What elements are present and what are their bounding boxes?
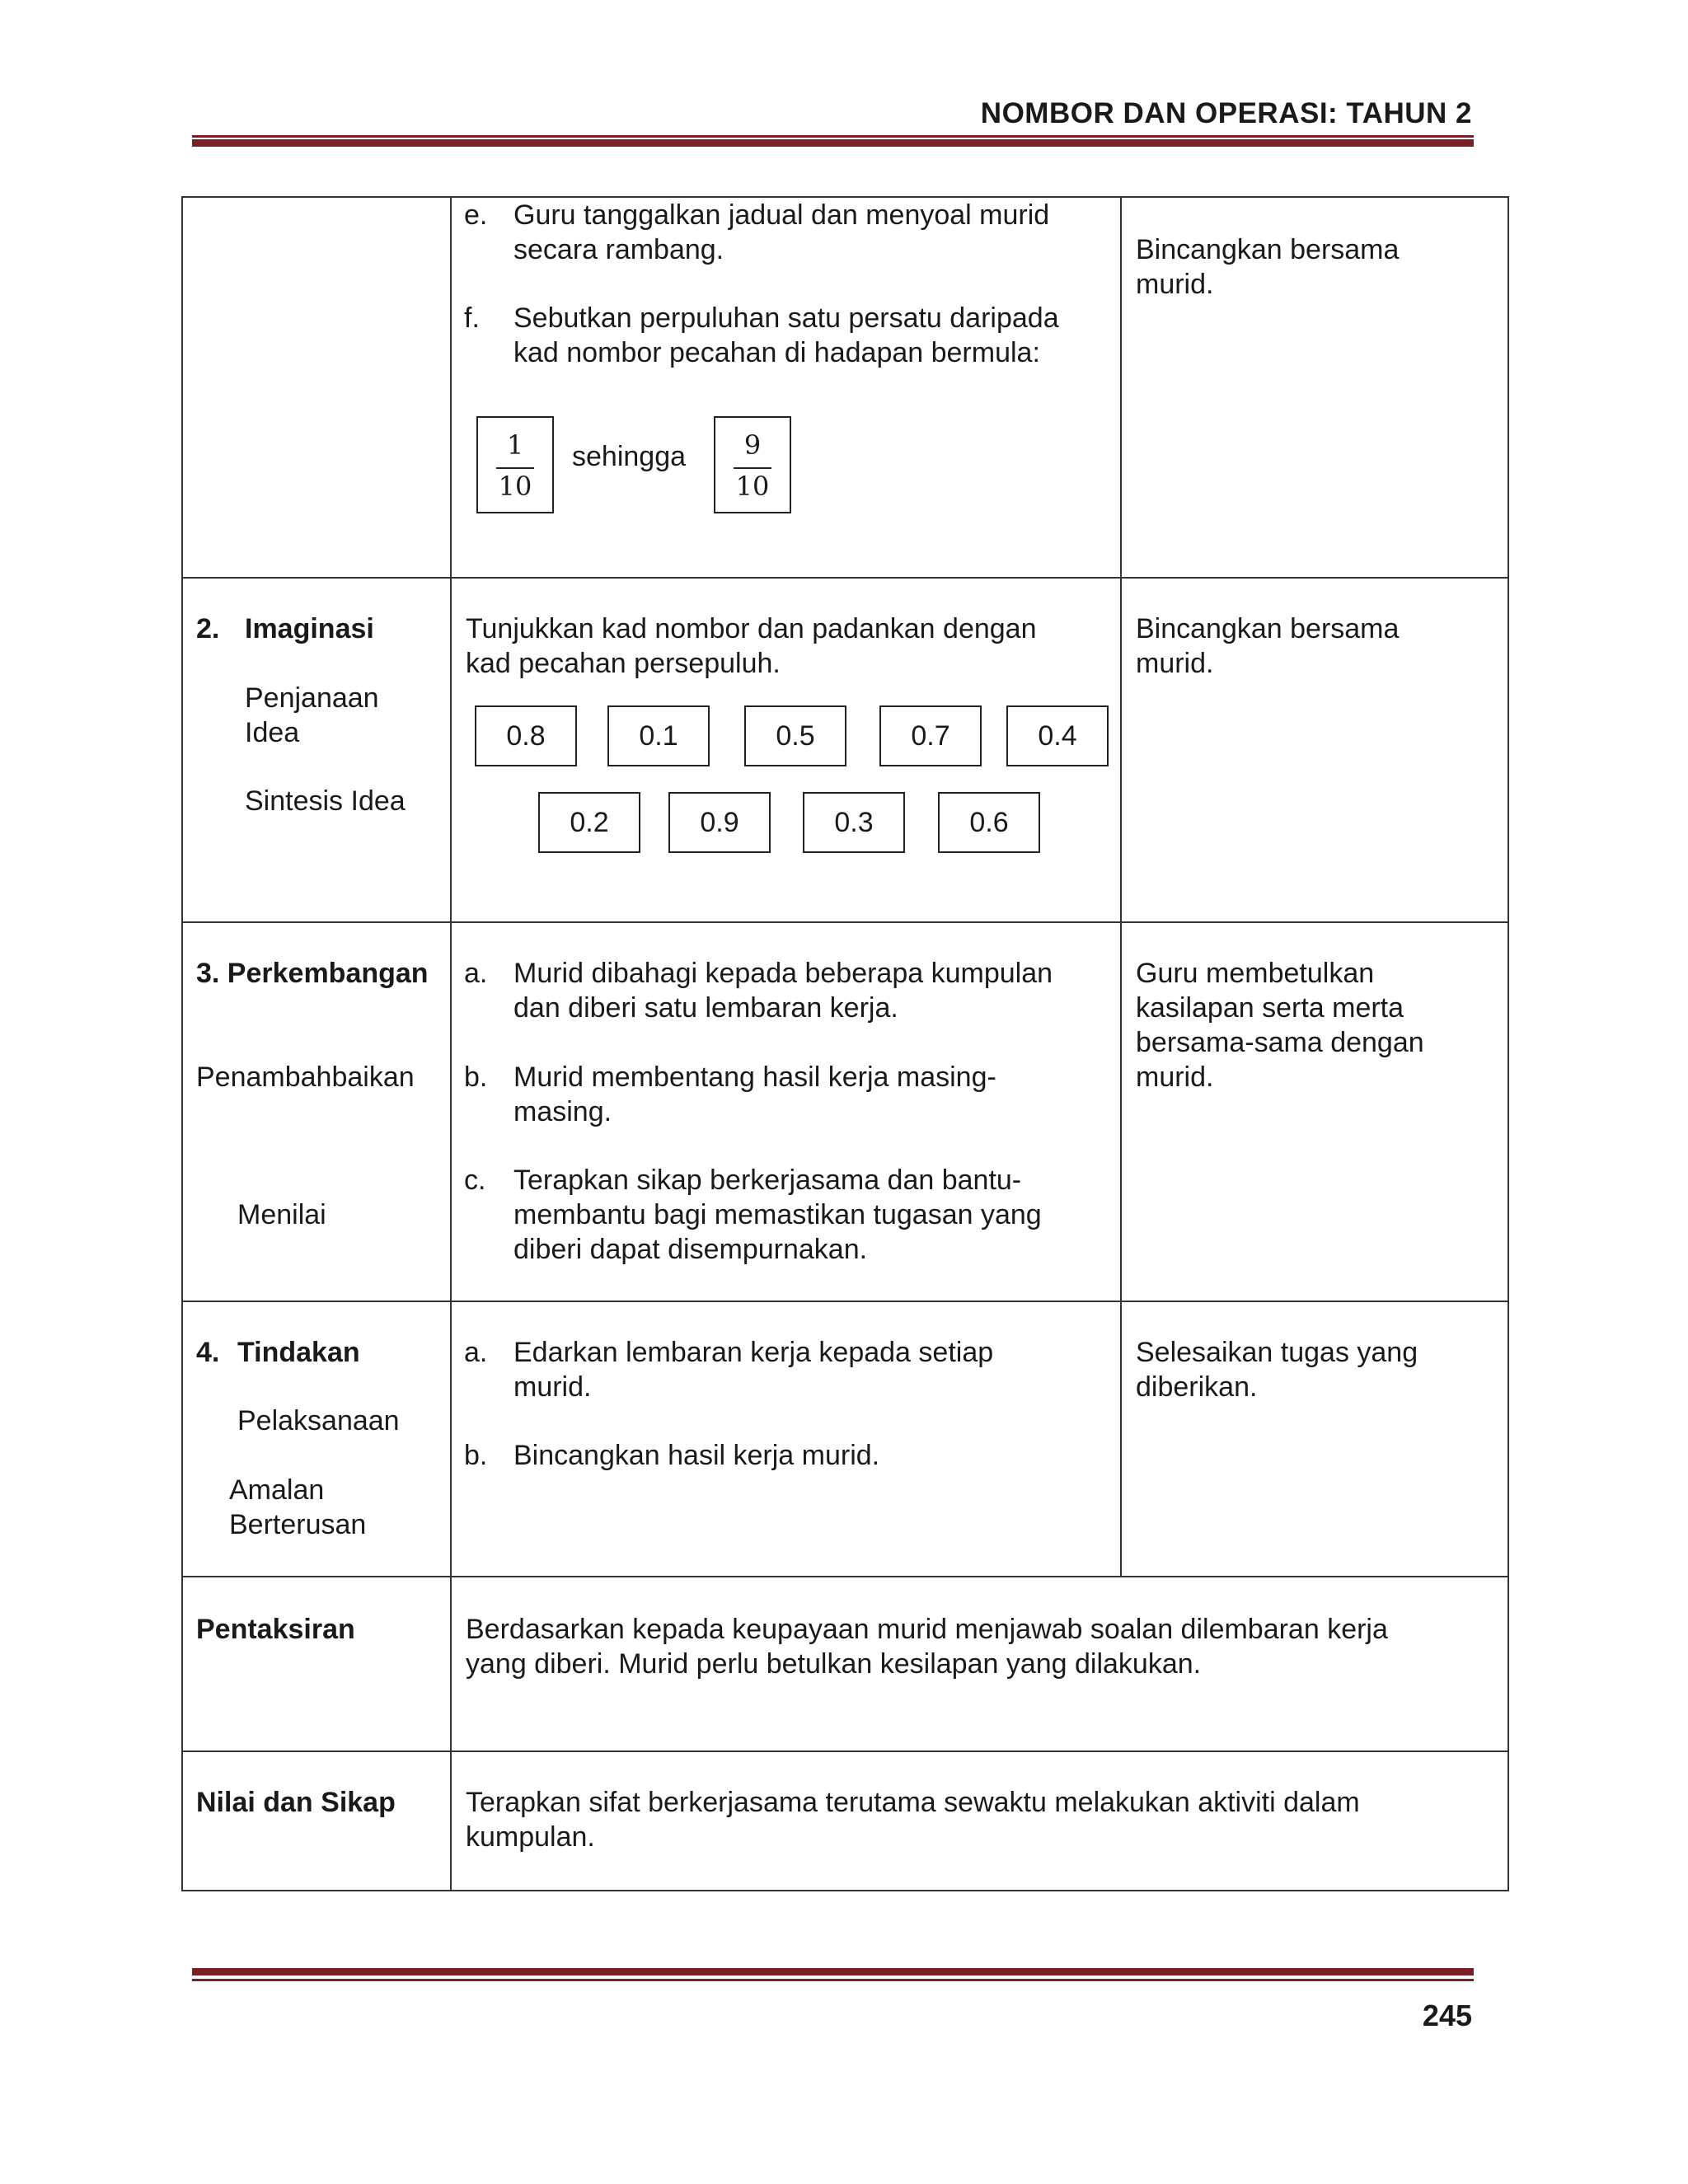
list-marker: b. [464, 1062, 488, 1093]
note-text: murid. [1136, 1062, 1214, 1093]
activity-text: membantu bagi memastikan tugasan yang [513, 1199, 1042, 1230]
page-header-title: NOMBOR DAN OPERASI: TAHUN 2 [980, 97, 1472, 129]
fraction-numerator: 1 [506, 429, 524, 461]
step-sub: Idea [245, 717, 300, 748]
list-marker: a. [464, 958, 488, 989]
step-sub: Penambahbaikan [196, 1062, 415, 1093]
note-text: murid. [1136, 648, 1214, 679]
step-sub: Amalan [229, 1474, 325, 1506]
activity-text: secara rambang. [513, 234, 724, 265]
note-text: Bincangkan bersama [1136, 613, 1400, 644]
step-sub: Berterusan [229, 1509, 367, 1540]
row-label: Pentaksiran [196, 1614, 355, 1645]
assessment-text: yang diberi. Murid perlu betulkan kesilapan yang dilakukan. [466, 1648, 1202, 1680]
step-sub: Sintesis Idea [245, 785, 406, 817]
footer-rule-thin [192, 1979, 1474, 1981]
table-border-right [1507, 196, 1509, 1891]
note-text: bersama-sama dengan [1136, 1027, 1424, 1058]
activity-text: Sebutkan perpuluhan satu persatu daripada [513, 302, 1059, 334]
step-number: 4. [196, 1337, 220, 1368]
activity-text: kad pecahan persepuluh. [466, 648, 781, 679]
step-sub: Menilai [237, 1199, 326, 1230]
activity-text: Edarkan lembaran kerja kepada setiap [513, 1337, 994, 1368]
decimal-card: 0.8 [475, 705, 577, 766]
fraction-numerator: 9 [743, 429, 762, 461]
table-border-left [181, 196, 183, 1891]
header-rule-thin [192, 135, 1474, 138]
list-marker: a. [464, 1337, 488, 1368]
activity-text: kad nombor pecahan di hadapan bermula: [513, 337, 1040, 368]
column-divider [450, 196, 452, 1891]
column-divider [1120, 196, 1122, 1577]
list-marker: c. [464, 1165, 486, 1196]
activity-text: diberi dapat disempurnakan. [513, 1234, 868, 1265]
activity-text: Guru tanggalkan jadual dan menyoal murid [513, 199, 1050, 231]
note-text: Selesaikan tugas yang [1136, 1337, 1418, 1368]
decimal-card: 0.3 [803, 792, 905, 853]
activity-text: Tunjukkan kad nombor dan padankan dengan [466, 613, 1037, 644]
activity-text: masing. [513, 1096, 612, 1127]
step-title: Tindakan [237, 1337, 360, 1368]
activity-text: murid. [513, 1371, 592, 1403]
activity-text: Terapkan sikap berkerjasama dan bantu- [513, 1165, 1022, 1196]
fraction-denominator: 10 [735, 471, 770, 502]
row-divider [181, 1576, 1509, 1577]
decimal-card: 0.2 [538, 792, 640, 853]
fraction-bar [496, 467, 534, 469]
row-divider [181, 577, 1509, 579]
fraction-card [714, 416, 791, 513]
fraction-denominator: 10 [498, 471, 532, 502]
note-text: kasilapan serta merta [1136, 992, 1404, 1024]
header-rule-thick [192, 139, 1474, 147]
activity-text: Murid dibahagi kepada beberapa kumpulan [513, 958, 1053, 989]
activity-text: Murid membentang hasil kerja masing- [513, 1062, 996, 1093]
sehingga-label: sehingga [572, 441, 687, 472]
step-number: 2. [196, 613, 220, 644]
row-divider [181, 1301, 1509, 1302]
note-text: diberikan. [1136, 1371, 1258, 1403]
note-text: murid. [1136, 269, 1214, 300]
values-text: Terapkan sifat berkerjasama terutama sewaktu melakukan aktiviti dalam [466, 1787, 1360, 1818]
decimal-card: 0.7 [879, 705, 982, 766]
decimal-card: 0.5 [744, 705, 846, 766]
list-marker: f. [464, 302, 480, 334]
row-divider [181, 921, 1509, 923]
note-text: Bincangkan bersama [1136, 234, 1400, 265]
row-label: Nilai dan Sikap [196, 1787, 396, 1818]
table-border-bottom [181, 1890, 1509, 1891]
row-divider [181, 1750, 1509, 1752]
activity-text: dan diberi satu lembaran kerja. [513, 992, 898, 1024]
decimal-card: 0.9 [668, 792, 771, 853]
list-marker: b. [464, 1440, 488, 1471]
list-marker: e. [464, 199, 488, 231]
step-title: Imaginasi [245, 613, 374, 644]
activity-text: Bincangkan hasil kerja murid. [513, 1440, 880, 1471]
step-title: 3. Perkembangan [196, 958, 429, 989]
page-number: 245 [1422, 1999, 1472, 2032]
decimal-card: 0.1 [607, 705, 710, 766]
values-text: kumpulan. [466, 1821, 595, 1853]
step-sub: Penjanaan [245, 682, 379, 714]
decimal-card: 0.4 [1006, 705, 1109, 766]
note-text: Guru membetulkan [1136, 958, 1375, 989]
assessment-text: Berdasarkan kepada keupayaan murid menjawab soalan dilembaran kerja [466, 1614, 1388, 1645]
decimal-card: 0.6 [938, 792, 1040, 853]
fraction-card [476, 416, 554, 513]
fraction-bar [734, 467, 771, 469]
step-sub: Pelaksanaan [237, 1405, 400, 1436]
footer-rule-thick [192, 1968, 1474, 1975]
